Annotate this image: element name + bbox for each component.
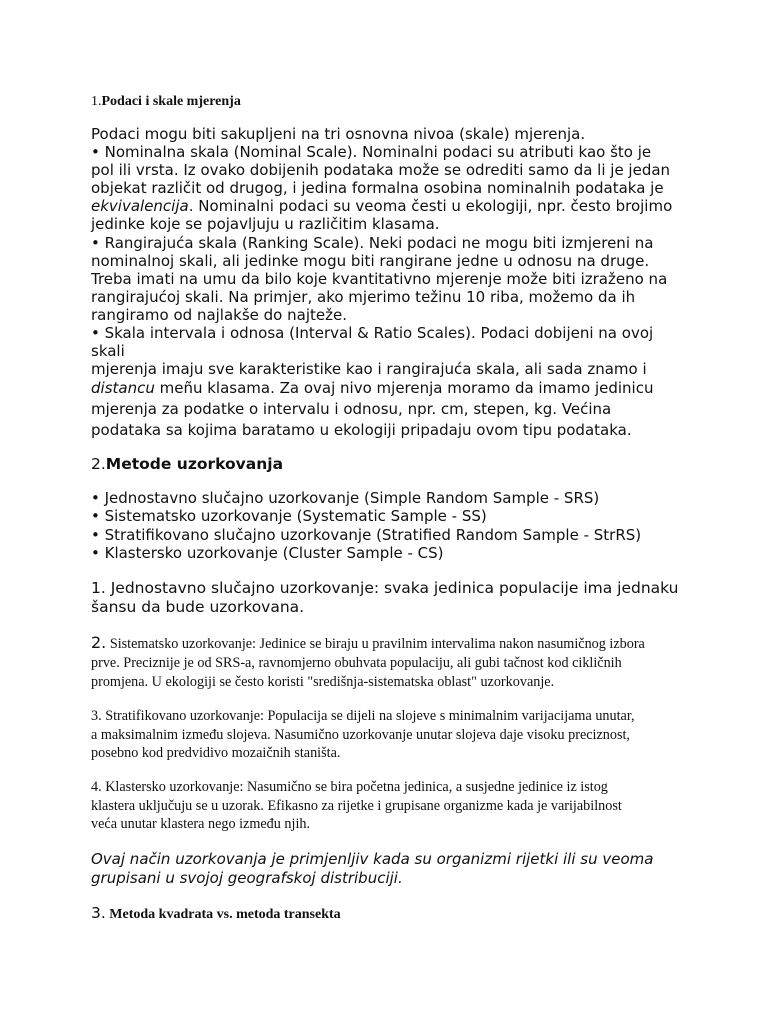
ss-line-2: prve. Preciznije je od SRS-a, ravnomjerno obuhvata populaciju, ali gubi tačnost kod cikličnih xyxy=(91,655,622,671)
section-2-number: 2. xyxy=(91,455,106,473)
interval-line-4-rest: meñu klasama. Za ovaj nivo mjerenja moramo da imamo jedinicu xyxy=(154,379,654,398)
ss-line-1-text: Sistematsko uzorkovanje: Jedinice se biraju u pravilnim intervalima nakon nasumičnog izbora xyxy=(106,636,645,652)
strrs-paragraph xyxy=(91,707,691,763)
interval-line-1: • Skala intervala i odnosa (Interval & Ratio Scales). Podaci dobijeni na ovoj xyxy=(91,324,654,343)
nominal-line-1: • Nominalna skala (Nominal Scale). Nominalni podaci su atributi kao što je xyxy=(91,143,652,162)
nominal-line-3: objekat različit od drugog, i jedina formalna osobina nominalnih podataka je xyxy=(91,179,664,198)
section-2-heading xyxy=(91,454,283,474)
interval-line-6: podataka sa kojima baratamo u ekologiji pripadaju ovom tipu podataka. xyxy=(91,421,632,440)
distancu-term: distancu xyxy=(91,379,155,398)
ss-line-3: promjena. U ekologiji se često koristi "središnja-sistematska oblast" uzorkovanje. xyxy=(91,674,555,690)
note-line-1: Ovaj način uzorkovanja je primjenljiv kada su organizmi rijetki ili su veoma xyxy=(91,850,654,868)
method-item-cs: • Klastersko uzorkovanje (Cluster Sample - CS) xyxy=(91,543,444,562)
section-3-title: Metoda kvadrata vs. metoda transekta xyxy=(109,907,341,922)
interval-line-2: skali xyxy=(91,342,125,361)
ranking-line-5: rangiramo od najlakše do najteže. xyxy=(91,305,347,324)
cs-line-3: veća unutar klastera nego između njih. xyxy=(91,816,311,832)
section-1-title: Podaci i skale mjerenja xyxy=(101,94,241,109)
srs-paragraph xyxy=(91,579,691,617)
cs-line-1: 4. Klastersko uzorkovanje: Nasumično se bira početna jedinica, a susjedne jedinice iz istog xyxy=(91,779,608,795)
srs-line-1: 1. Jednostavno slučajno uzorkovanje: svaka jedinica populacije ima jednaku xyxy=(91,579,679,597)
nominal-line-4 xyxy=(91,197,691,215)
note-line-2: grupisani u svojoj geografskoj distribuciji. xyxy=(91,869,403,887)
ranking-line-3: Treba imati na umu da bilo koje kvantitativno mjerenje može biti izraženo na xyxy=(91,269,668,288)
method-item-ss: • Sistematsko uzorkovanje (Systematic Sample - SS) xyxy=(91,507,487,526)
ss-number: 2. xyxy=(91,633,107,652)
nominal-line-4-rest: . Nominalni podaci su veoma česti u ekologiji, npr. često brojimo xyxy=(188,197,673,216)
section-2-title: Metode uzorkovanja xyxy=(105,455,284,473)
nominal-line-5: jedinke koje se pojavljuju u različitim klasama. xyxy=(91,215,440,234)
interval-line-5: mjerenja za podatke o intervalu i odnosu, npr. cm, stepen, kg. Većina xyxy=(91,400,612,419)
cs-line-2: klastera uključuju se u uzorak. Efikasno za rijetke i grupisane organizme kada je varijabilnost xyxy=(91,797,622,814)
cs-paragraph xyxy=(91,778,691,834)
section-3-number: 3. xyxy=(91,904,106,922)
ranking-line-1: • Rangirajuća skala (Ranking Scale). Neki podaci ne mogu biti izmjereni na xyxy=(91,233,654,252)
srs-line-2: šansu da bude uzorkovana. xyxy=(91,598,305,616)
method-item-srs: • Jednostavno slučajno uzorkovanje (Simple Random Sample - SRS) xyxy=(91,489,600,507)
ekvivalencija-term: ekvivalencija xyxy=(91,197,189,216)
applicability-note xyxy=(91,850,691,888)
ss-line-1 xyxy=(91,633,691,654)
method-item-strrs: • Stratifikovano slučajno uzorkovanje (Stratified Random Sample - StrRS) xyxy=(91,525,642,544)
ranking-line-2: nominalnoj skali, ali jedinke mogu biti rangirane jedne u odnosu na druge. xyxy=(91,251,650,270)
section-1-body xyxy=(91,125,691,441)
strrs-line-2: a maksimalnim između slojeva. Nasumično uzorkovanje unutar slojeva daje visoku preciznost, xyxy=(91,726,630,743)
intro-text: Podaci mogu biti sakupljeni na tri osnovna nivoa (skale) mjerenja. xyxy=(91,125,586,143)
section-3-heading xyxy=(91,903,341,925)
strrs-line-3: posebno kod predvidivo mozaičnih staništa. xyxy=(91,745,341,761)
section-1-number: 1. xyxy=(91,94,102,109)
ranking-line-4: rangirajućoj skali. Na primjer, ako mjerimo težinu 10 riba, možemo da ih xyxy=(91,287,636,306)
interval-line-3: mjerenja imaju sve karakteristike kao i rangirajuća skala, ali sada znamo i xyxy=(91,360,647,379)
interval-line-4 xyxy=(91,378,691,399)
ss-paragraph xyxy=(91,633,691,692)
nominal-line-2: pol ili vrsta. Iz ovako dobijenih podataka može se odrediti samo da li je jedan xyxy=(91,161,671,180)
strrs-line-1: 3. Stratifikovano uzorkovanje: Populacija se dijeli na slojeve s minimalnim varijacijama unutar, xyxy=(91,708,635,724)
section-1-heading xyxy=(91,93,241,111)
methods-list xyxy=(91,489,641,562)
